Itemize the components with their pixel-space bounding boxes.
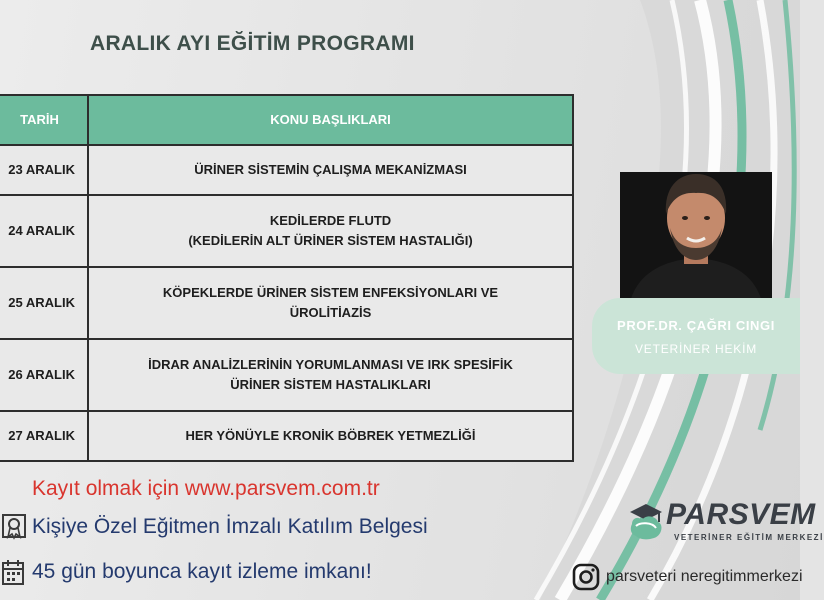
logo-wordmark: PARSVEM xyxy=(666,498,816,531)
row-topic xyxy=(88,411,573,461)
row-date: 25 ARALIK xyxy=(0,267,88,339)
table-row xyxy=(0,195,573,267)
table-header-row xyxy=(0,95,573,145)
instagram-icon xyxy=(572,563,600,591)
feature-text: 45 gün boyunca kayıt izleme imkanı! xyxy=(32,560,372,583)
row-topic xyxy=(88,339,573,411)
logo-subtitle: VETERİNER EĞİTİM MERKEZİ xyxy=(674,533,824,542)
speaker-photo xyxy=(620,172,772,302)
topic-line: KEDİLERDE FLUTD xyxy=(269,213,392,228)
header-date: TARİH xyxy=(0,95,88,145)
instagram-handle[interactable] xyxy=(572,562,803,592)
topic-line: HER YÖNÜYLE KRONİK BÖBREK YETMEZLİĞİ xyxy=(185,428,476,443)
table-row xyxy=(0,411,573,461)
feature-certificate xyxy=(0,512,428,542)
page-title: ARALIK AYI EĞİTİM PROGRAMI xyxy=(90,32,415,55)
table-row xyxy=(0,145,573,195)
row-topic xyxy=(88,195,573,267)
feature-calendar xyxy=(0,557,372,587)
speaker-title: VETERİNER HEKİM xyxy=(634,342,757,356)
speaker-portrait-image xyxy=(620,172,772,302)
row-topic xyxy=(88,145,573,195)
table-row xyxy=(0,339,573,411)
instagram-handle-text[interactable]: parsveteri neregitimmerkezi xyxy=(606,568,803,585)
row-date: 23 ARALIK xyxy=(0,145,88,195)
schedule-table xyxy=(0,94,574,462)
row-date: 24 ARALIK xyxy=(0,195,88,267)
topic-line: (KEDİLERİN ALT ÜRİNER SİSTEM HASTALIĞI) xyxy=(188,233,473,248)
certificate-icon xyxy=(2,513,26,541)
speaker-name: PROF.DR. ÇAĞRI CINGI xyxy=(617,318,775,333)
topic-line: İDRAR ANALİZLERİNİN YORUMLANMASI VE IRK SPESİFİK xyxy=(148,357,513,372)
header-topics: KONU BAŞLIKLARI xyxy=(88,95,573,145)
row-topic xyxy=(88,267,573,339)
calendar-icon xyxy=(2,558,26,586)
topic-line: ÜROLİTİAZİS xyxy=(289,305,372,320)
table-row xyxy=(0,267,573,339)
topic-line: KÖPEKLERDE ÜRİNER SİSTEM ENFEKSİYONLARI VE xyxy=(162,285,499,300)
row-date: 26 ARALIK xyxy=(0,339,88,411)
registration-link[interactable]: Kayıt olmak için www.parsvem.com.tr xyxy=(32,477,380,500)
row-date: 27 ARALIK xyxy=(0,411,88,461)
speaker-card xyxy=(592,298,800,374)
parsvem-logo xyxy=(626,498,824,548)
logo-mark-icon xyxy=(626,500,668,544)
topic-line: ÜRİNER SİSTEMİN ÇALIŞMA MEKANİZMASI xyxy=(194,162,467,177)
feature-text: Kişiye Özel Eğitmen İmzalı Katılım Belgesi xyxy=(32,515,428,538)
topic-line: ÜRİNER SİSTEM HASTALIKLARI xyxy=(230,377,431,392)
